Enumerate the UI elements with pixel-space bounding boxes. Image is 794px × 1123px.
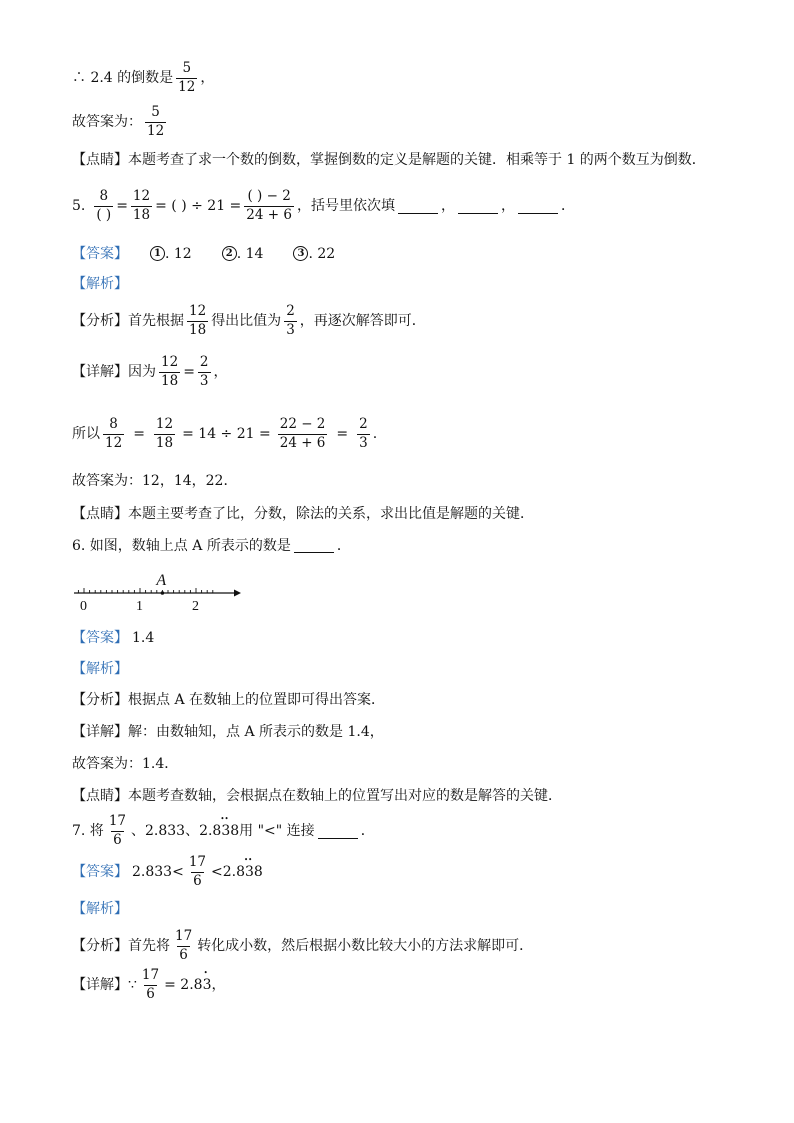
numerator: 8 <box>109 416 118 432</box>
fraction <box>198 356 211 388</box>
comment-tag: 【点睛】 <box>72 152 128 168</box>
text: = 2.8 <box>164 977 203 993</box>
fraction <box>131 190 152 222</box>
detail-text: 解：由数轴知，点 A 所表示的数是 1.4， <box>128 724 384 740</box>
text: 因为 <box>128 364 156 380</box>
comment-text: 本题主要考查了比，分数，除法的关系，求出比值是解题的关键． <box>128 506 534 522</box>
text: ∵ <box>128 977 137 993</box>
detail-5 <box>72 356 228 388</box>
text: ，再逐次解答即可． <box>299 313 426 329</box>
numerator: 2 <box>359 416 368 432</box>
text: . <box>372 426 378 442</box>
analysis-heading <box>72 277 128 291</box>
denominator: 12 <box>178 78 196 95</box>
text: = <box>116 198 128 214</box>
answer-blank[interactable] <box>318 824 358 839</box>
fraction <box>94 190 113 222</box>
answer-tag: 【答案】 <box>72 245 128 262</box>
answer-value: 1.4 <box>132 630 155 646</box>
text: ． <box>336 537 351 554</box>
fraction <box>173 930 194 962</box>
fraction <box>278 418 328 450</box>
text: ， <box>440 198 455 214</box>
answer-blank[interactable] <box>458 199 498 214</box>
arrow-head-icon <box>234 590 241 597</box>
comment-line <box>72 153 706 167</box>
point-a-marker <box>161 591 165 595</box>
numerator: 2 <box>286 303 295 319</box>
denominator: 3 <box>359 434 368 451</box>
number-line-figure <box>66 566 246 616</box>
text: 2.833< <box>132 864 184 880</box>
text: = <box>133 426 145 442</box>
text: 故答案为： <box>72 114 142 130</box>
fraction <box>103 418 124 450</box>
denominator: 6 <box>179 946 188 963</box>
text: ，括号里依次填 <box>296 198 395 214</box>
denominator: 12 <box>105 434 123 451</box>
denominator: 6 <box>146 985 155 1002</box>
fraction <box>107 815 128 847</box>
fraction <box>187 305 208 337</box>
question-number: 5. <box>72 198 86 214</box>
answer-blank[interactable] <box>398 199 438 214</box>
numerator: 8 <box>99 188 109 204</box>
numerator: 12 <box>161 354 179 370</box>
denominator: ( ) <box>96 206 112 223</box>
comment-6 <box>72 789 562 803</box>
text: 首先根据 <box>128 313 184 329</box>
analysis-tag: 【分析】 <box>72 938 128 954</box>
text: ， <box>200 70 215 86</box>
circled-number: 1 <box>150 246 165 261</box>
tick-label: 0 <box>80 599 87 614</box>
question-7 <box>72 815 375 847</box>
comment-text: 本题考查数轴，会根据点在数轴上的位置写出对应的数是解答的关键． <box>128 788 562 804</box>
text: 所以 <box>72 426 100 442</box>
detail-7 <box>72 969 225 1001</box>
answer-tag: 【答案】 <box>72 630 128 646</box>
numerator: 17 <box>188 854 206 870</box>
numerator: 12 <box>132 188 151 204</box>
answer-value: . 14 <box>236 245 264 262</box>
denominator: 3 <box>199 372 209 389</box>
tick-label: 2 <box>192 599 199 614</box>
text: ． <box>560 198 575 214</box>
numerator: 5 <box>182 60 192 76</box>
analysis-text: 根据点 A 在数轴上的位置即可得出答案． <box>128 692 386 708</box>
detail-tag: 【详解】 <box>72 977 128 993</box>
text: ， <box>213 364 228 380</box>
detail-tag: 【详解】 <box>72 724 128 740</box>
text: 用 "<" 连接 <box>239 823 315 839</box>
question-text: 6. 如图，数轴上点 A 所表示的数是 <box>72 537 291 554</box>
text: 、2.833、2.8 <box>131 823 222 839</box>
fraction <box>159 356 180 388</box>
numerator: 12 <box>155 416 174 432</box>
denominator: 12 <box>147 122 165 139</box>
tick-label: 1 <box>136 599 143 614</box>
analysis-heading <box>72 902 128 916</box>
analysis-tag: 【解析】 <box>72 276 128 292</box>
answer-blank[interactable] <box>518 199 558 214</box>
denominator: 18 <box>161 372 179 389</box>
text: = <box>183 364 195 380</box>
answer-line <box>72 106 169 138</box>
denominator: 24 + 6 <box>279 434 326 451</box>
denominator: 18 <box>132 206 151 223</box>
fraction <box>176 62 197 94</box>
analysis-5 <box>72 305 426 337</box>
answer-blank[interactable] <box>294 538 334 553</box>
fraction <box>154 418 175 450</box>
numerator: 17 <box>108 813 126 829</box>
comment-tag: 【点睛】 <box>72 506 128 522</box>
answer-value: . 22 <box>308 245 336 262</box>
analysis-tag: 【分析】 <box>72 692 128 708</box>
fraction <box>187 856 208 888</box>
point-a-label: A <box>156 572 167 589</box>
denominator: 6 <box>193 872 202 889</box>
reciprocal-result-line <box>72 62 214 94</box>
numerator: ( ) − 2 <box>247 188 291 204</box>
text: = <box>336 426 349 442</box>
numerator: 17 <box>141 967 160 983</box>
answer-6 <box>72 631 154 645</box>
answer-5 <box>72 246 335 261</box>
denominator: 6 <box>113 831 122 848</box>
fraction <box>145 106 166 138</box>
fraction <box>284 305 297 337</box>
text: 得出比值为 <box>211 313 282 329</box>
text: = 14 ÷ 21 = <box>182 426 271 442</box>
text: 故答案为：1.4． <box>72 756 179 772</box>
detail-tag: 【详解】 <box>72 364 128 380</box>
text: 故答案为：12，14，22． <box>72 473 238 489</box>
repeating-digit: 3 • <box>203 978 212 992</box>
text: 首先将 <box>128 938 170 954</box>
text: ， <box>211 977 226 993</box>
detail-6 <box>72 725 384 739</box>
conclusion-5 <box>72 418 377 450</box>
text: <2.8 <box>211 864 245 880</box>
circled-number: 2 <box>222 246 237 261</box>
text: ∴ 2.4 的倒数是 <box>72 70 174 86</box>
analysis-tag: 【分析】 <box>72 313 128 329</box>
analysis-tag: 【解析】 <box>72 661 128 677</box>
question-6 <box>72 538 351 553</box>
repeating-digits: 38 •• <box>245 865 263 879</box>
denominator: 24 + 6 <box>246 206 292 223</box>
numerator: 2 <box>199 354 209 370</box>
denominator: 3 <box>286 321 295 338</box>
fraction <box>140 969 161 1001</box>
circled-number: 3 <box>293 246 308 261</box>
answer-tag: 【答案】 <box>72 864 128 880</box>
comment-tag: 【点睛】 <box>72 788 128 804</box>
text: ． <box>360 823 375 839</box>
analysis-heading <box>72 662 128 676</box>
analysis-6 <box>72 693 385 707</box>
numerator: 5 <box>151 104 160 120</box>
answer-7 <box>72 856 263 888</box>
denominator: 18 <box>155 434 174 451</box>
question-5 <box>72 190 575 222</box>
denominator: 18 <box>189 321 207 338</box>
text: ， <box>500 198 515 214</box>
text: = ( ) ÷ 21 = <box>155 198 242 214</box>
text: 转化成小数，然后根据小数比较大小的方法求解即可． <box>197 938 534 954</box>
fraction <box>357 418 370 450</box>
analysis-tag: 【解析】 <box>72 901 128 917</box>
fraction <box>244 190 294 222</box>
numerator: 12 <box>189 303 207 319</box>
numerator: 17 <box>175 928 193 944</box>
repeating-digits: 38 •• <box>221 824 239 838</box>
numerator: 22 − 2 <box>279 416 326 432</box>
comment-5 <box>72 507 534 521</box>
text: 7. 将 <box>72 823 104 839</box>
answer-summary-5 <box>72 474 237 488</box>
answer-summary-6 <box>72 757 178 771</box>
answer-value: . 12 <box>165 245 192 262</box>
comment-text: 本题考查了求一个数的倒数，掌握倒数的定义是解题的关键．相乘等于 1 的两个数互为倒数． <box>128 152 706 168</box>
analysis-7 <box>72 930 533 962</box>
